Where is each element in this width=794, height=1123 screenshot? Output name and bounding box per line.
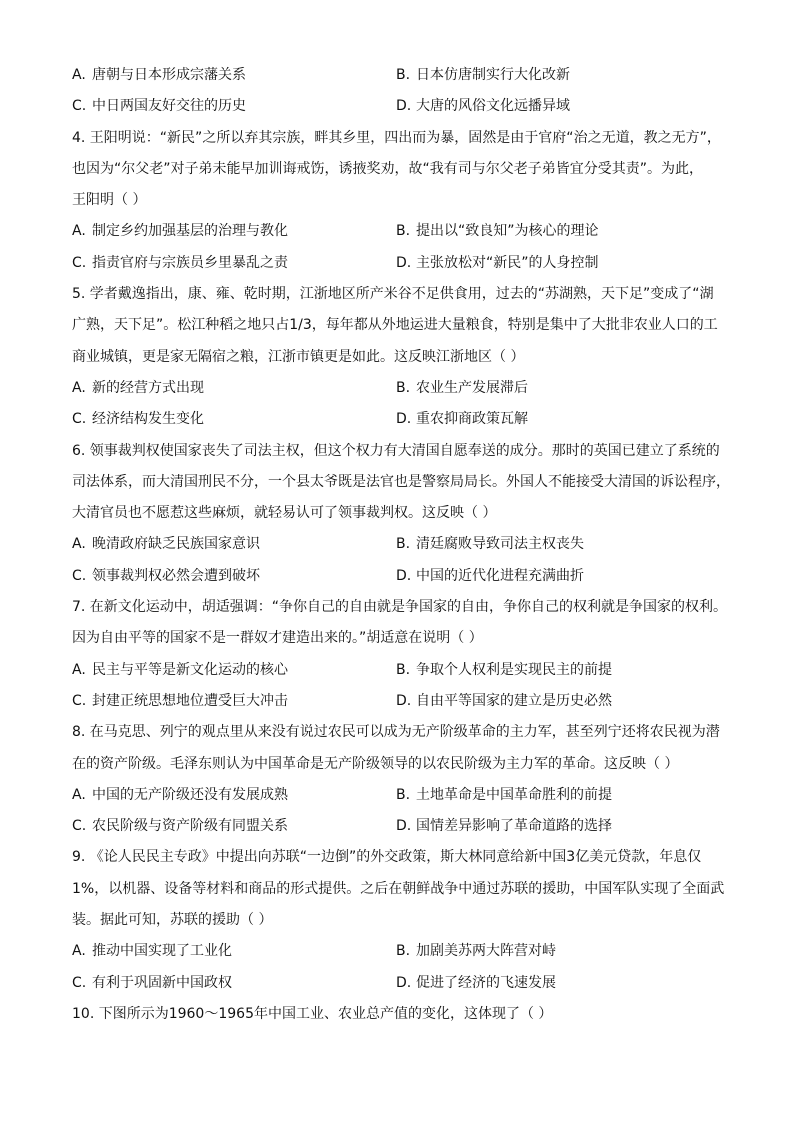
q6-option-b: B. 清廷腐败导致司法主权丧失	[396, 536, 584, 553]
exam-page	[72, 60, 732, 1030]
q4-options-row-2	[72, 248, 732, 279]
q3-options-row-1	[72, 60, 732, 91]
q5-options-row-2	[72, 404, 732, 435]
q5-stem-line-3: 商业城镇，更是家无隔宿之粮，江浙市镇更是如此。这反映江浙地区（ ）	[72, 348, 525, 365]
q6-stem-line-1: 6. 领事裁判权使国家丧失了司法主权，但这个权力有大清国自愿奉送的成分。那时的英国已建立了系统的	[72, 442, 720, 459]
q7-options-row-2	[72, 686, 732, 717]
q7-options-row-1	[72, 655, 732, 686]
q4-option-b: B. 提出以“致良知”为核心的理论	[396, 223, 599, 240]
q7-option-a: A. 民主与平等是新文化运动的核心	[72, 661, 288, 678]
q8-option-b: B. 土地革命是中国革命胜利的前提	[396, 786, 612, 803]
q9-stem-line-3: 装。据此可知，苏联的援助（ ）	[72, 912, 273, 929]
q3-options-row-2	[72, 91, 732, 122]
q5-option-a: A. 新的经营方式出现	[72, 379, 204, 396]
q4-option-d: D. 主张放松对“新民”的人身控制	[396, 254, 599, 271]
q6-options-row-1	[72, 529, 732, 560]
q6-stem-line-2: 司法体系，而大清国刑民不分，一个县太爷既是法官也是警察局局长。外国人不能接受大清国的诉讼程序，	[72, 473, 730, 490]
q8-stem-line-1: 8. 在马克思、列宁的观点里从来没有说过农民可以成为无产阶级革命的主力军，甚至列宁还将农民视为潜	[72, 724, 720, 741]
q3-option-d: D. 大唐的风俗文化远播异域	[396, 98, 570, 115]
q3-option-c: C. 中日两国友好交往的历史	[72, 98, 246, 115]
q9-option-d: D. 促进了经济的飞速发展	[396, 974, 556, 991]
q9-stem-line-1: 9. 《论人民民主专政》中提出向苏联“一边倒”的外交政策，斯大林同意给新中国3亿美元贷款，年息仅	[72, 849, 702, 866]
q5-option-c: C. 经济结构发生变化	[72, 411, 204, 428]
q5-option-d: D. 重农抑商政策瓦解	[396, 411, 528, 428]
q4-option-a: A. 制定乡约加强基层的治理与教化	[72, 223, 288, 240]
q10-stem-line-1: 10. 下图所示为1960～1965年中国工业、农业总产值的变化，这体现了（ ）	[72, 1005, 553, 1022]
q4-option-c: C. 指责官府与宗族员乡里暴乱之责	[72, 254, 288, 271]
q4-options-row-1	[72, 216, 732, 247]
q9-option-c: C. 有利于巩固新中国政权	[72, 974, 232, 991]
q7-option-b: B. 争取个人权利是实现民主的前提	[396, 661, 612, 678]
q6-option-a: A. 晚清政府缺乏民族国家意识	[72, 536, 260, 553]
q9-option-a: A. 推动中国实现了工业化	[72, 943, 232, 960]
q7-option-c: C. 封建正统思想地位遭受巨大冲击	[72, 692, 288, 709]
q7-stem-line-2: 因为自由平等的国家不是一群奴才建造出来的。”胡适意在说明（ ）	[72, 630, 483, 647]
q6-options-row-2	[72, 561, 732, 592]
q9-stem-line-2: 1%，以机器、设备等材料和商品的形式提供。之后在朝鲜战争中通过苏联的援助，中国军队实现了全面武	[72, 880, 725, 897]
q5-stem-line-2: 广熟，天下足”。松江种稻之地只占1/3，每年都从外地运进大量粮食，特别是集中了大批非农业人口的工	[72, 317, 718, 334]
q8-options-row-2	[72, 811, 732, 842]
q9-option-b: B. 加剧美苏两大阵营对峙	[396, 943, 556, 960]
q7-stem-line-1: 7. 在新文化运动中，胡适强调：“争你自己的自由就是争国家的自由，争你自己的权利就是争国家的权利。	[72, 599, 728, 616]
q7-option-d: D. 自由平等国家的建立是历史必然	[396, 692, 612, 709]
q9-options-row-1	[72, 936, 732, 967]
q6-option-c: C. 领事裁判权必然会遭到破坏	[72, 567, 260, 584]
q3-option-b: B. 日本仿唐制实行大化改新	[396, 67, 570, 83]
q5-options-row-1	[72, 373, 732, 404]
q4-stem-line-3: 王阳明（ ）	[72, 192, 147, 209]
q5-stem-line-1: 5. 学者戴逸指出，康、雍、乾时期，江浙地区所产米谷不足供食用，过去的“苏湖熟，天下足”变成了“湖	[72, 286, 714, 303]
q8-stem-line-2: 在的资产阶级。毛泽东则认为中国革命是无产阶级领导的以农民阶级为主力军的革命。这反映（ ）	[72, 755, 679, 772]
q8-option-a: A. 中国的无产阶级还没有发展成熟	[72, 786, 288, 803]
q8-option-c: C. 农民阶级与资产阶级有同盟关系	[72, 818, 288, 835]
q4-stem-line-2: 也因为“尔父老”对子弟未能早加训诲戒饬，诱掖奖劝，故“我有司与尔父老子弟皆宜分受其责”。为此，	[72, 160, 704, 177]
q4-stem-line-1: 4. 王阳明说：“新民”之所以弃其宗族，畔其乡里，四出而为暴，固然是由于官府“治之无道，教之无方”，	[72, 129, 721, 146]
q3-option-a: A. 唐朝与日本形成宗藩关系	[72, 67, 246, 83]
q9-options-row-2	[72, 968, 732, 999]
q5-option-b: B. 农业生产发展滞后	[396, 379, 528, 396]
q8-options-row-1	[72, 780, 732, 811]
q8-option-d: D. 国情差异影响了革命道路的选择	[396, 818, 612, 835]
q6-option-d: D. 中国的近代化进程充满曲折	[396, 567, 584, 584]
q6-stem-line-3: 大清官员也不愿惹这些麻烦，就轻易认可了领事裁判权。这反映（ ）	[72, 505, 497, 522]
